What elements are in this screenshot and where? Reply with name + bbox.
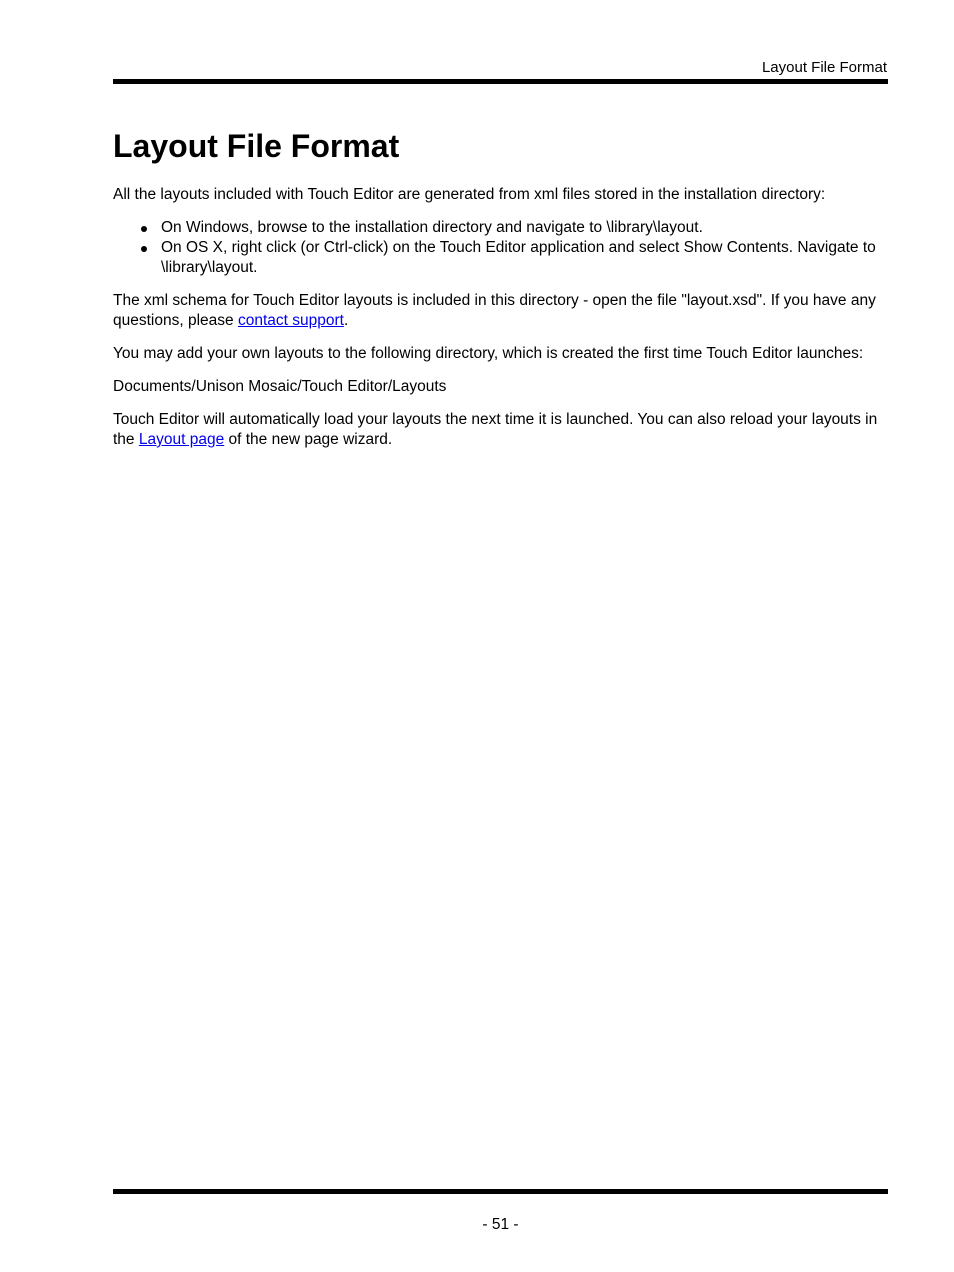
list-item xyxy=(113,238,888,278)
contact-support-link[interactable]: contact support xyxy=(237,312,344,329)
list-item-text: On OS X, right click (or Ctrl-click) on the Touch Editor application and select Show Contents. Navigate to \library\layout. xyxy=(161,239,876,276)
header-rule xyxy=(113,79,888,84)
intro-paragraph: All the layouts included with Touch Editor are generated from xml files stored in the installation directory: xyxy=(113,186,826,203)
reload-text-end: of the new page wizard. xyxy=(224,431,393,448)
running-header: Layout File Format xyxy=(761,59,887,76)
custom-layouts-paragraph: You may add your own layouts to the following directory, which is created the first time Touch Editor launches: xyxy=(113,345,864,362)
page-number: - 51 - xyxy=(482,1216,519,1233)
schema-paragraph xyxy=(113,291,888,331)
schema-text: The xml schema for Touch Editor layouts is included in this directory - open the file "layout.xsd". If you have any questions, please xyxy=(113,292,876,329)
list-item-text: On Windows, browse to the installation directory and navigate to \library\layout. xyxy=(161,219,703,236)
location-list xyxy=(113,218,888,278)
footer-rule xyxy=(113,1189,888,1194)
list-item xyxy=(113,218,888,238)
reload-text: Touch Editor will automatically load your layouts the next time it is launched. You can also reload your layouts in the xyxy=(113,411,878,448)
page-title: Layout File Format xyxy=(113,128,400,164)
bullet-icon xyxy=(141,246,147,252)
layouts-path: Documents/Unison Mosaic/Touch Editor/Layouts xyxy=(113,378,447,395)
schema-text-end: . xyxy=(343,312,349,329)
page-content xyxy=(113,124,888,463)
layout-page-link[interactable]: Layout page xyxy=(138,431,225,448)
reload-paragraph xyxy=(113,410,888,450)
bullet-icon xyxy=(141,226,147,232)
